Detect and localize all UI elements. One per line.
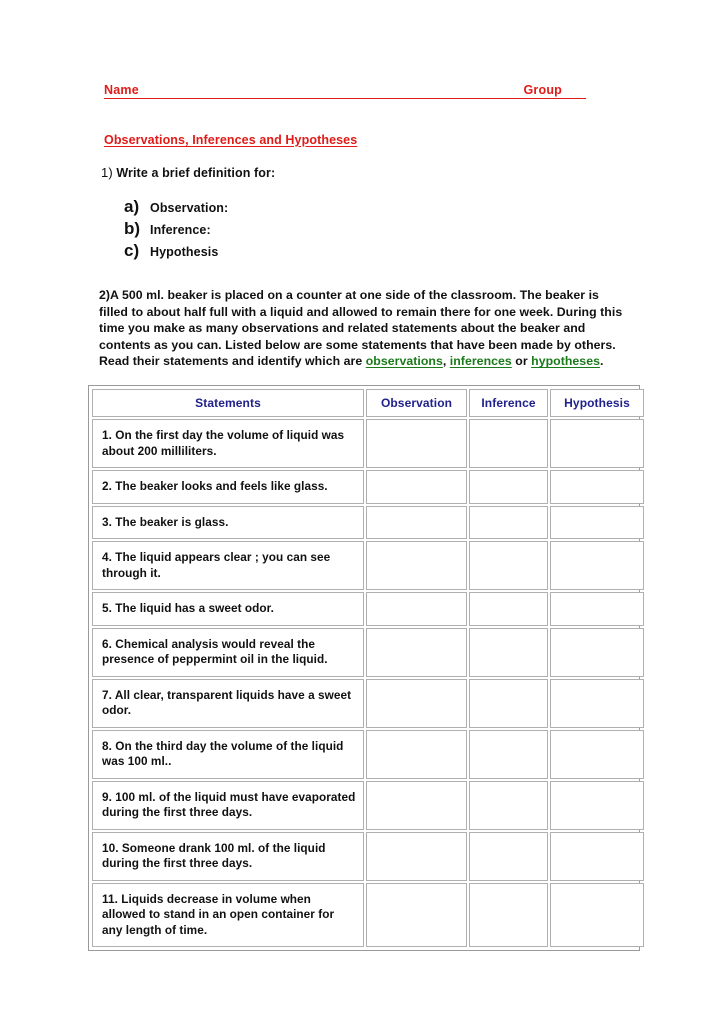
- observation-checkbox-cell[interactable]: [366, 730, 467, 779]
- statement-text: 5. The liquid has a sweet odor.: [92, 592, 364, 626]
- inference-checkbox-cell[interactable]: [469, 781, 548, 830]
- statements-table: [90, 387, 646, 949]
- observation-checkbox-cell[interactable]: [366, 541, 467, 590]
- table-row: [92, 506, 644, 540]
- question-2-period: .: [599, 354, 604, 369]
- inference-checkbox-cell[interactable]: [469, 470, 548, 504]
- table-row: [92, 592, 644, 626]
- definition-label-observation: Observation:: [150, 201, 229, 215]
- observation-checkbox-cell[interactable]: [366, 506, 467, 540]
- observation-checkbox-cell[interactable]: [366, 679, 467, 728]
- statement-text: 11. Liquids decrease in volume when allowed to stand in an open container for any length of time.: [92, 883, 364, 948]
- column-header-statements: Statements: [92, 389, 364, 417]
- inference-checkbox-cell[interactable]: [469, 883, 548, 948]
- inference-checkbox-cell[interactable]: [469, 506, 548, 540]
- observation-checkbox-cell[interactable]: [366, 832, 467, 881]
- table-row: [92, 832, 644, 881]
- observation-checkbox-cell[interactable]: [366, 470, 467, 504]
- hypothesis-checkbox-cell[interactable]: [550, 628, 644, 677]
- hypothesis-checkbox-cell[interactable]: [550, 506, 644, 540]
- column-header-observation: Observation: [366, 389, 467, 417]
- group-label: Group: [523, 83, 562, 97]
- hypothesis-checkbox-cell[interactable]: [550, 832, 644, 881]
- definition-label-hypothesis: Hypothesis: [150, 245, 219, 259]
- definition-item-a: [124, 198, 228, 217]
- question-2-paragraph: [99, 287, 629, 370]
- hypothesis-checkbox-cell[interactable]: [550, 592, 644, 626]
- keyword-separator-1: ,: [442, 354, 450, 369]
- table-row: [92, 730, 644, 779]
- table-row: [92, 541, 644, 590]
- definition-marker-b: b): [124, 219, 141, 238]
- observation-checkbox-cell[interactable]: [366, 419, 467, 468]
- inference-checkbox-cell[interactable]: [469, 730, 548, 779]
- group-blank-rule: [562, 85, 586, 99]
- inference-checkbox-cell[interactable]: [469, 419, 548, 468]
- definition-item-b: [124, 220, 228, 239]
- inference-checkbox-cell[interactable]: [469, 541, 548, 590]
- hypothesis-checkbox-cell[interactable]: [550, 730, 644, 779]
- question-1-text: Write a brief definition for:: [116, 166, 276, 180]
- statements-table-wrapper: [88, 385, 640, 951]
- statement-text: 1. On the first day the volume of liquid was about 200 milliliters.: [92, 419, 364, 468]
- observation-checkbox-cell[interactable]: [366, 592, 467, 626]
- table-row: [92, 679, 644, 728]
- statement-text: 6. Chemical analysis would reveal the presence of peppermint oil in the liquid.: [92, 628, 364, 677]
- statement-text: 4. The liquid appears clear ; you can see through it.: [92, 541, 364, 590]
- name-blank-rule: [139, 85, 524, 99]
- keyword-hypotheses: hypotheses: [531, 354, 600, 369]
- table-row: [92, 883, 644, 948]
- question-1-prompt: [101, 165, 275, 180]
- statement-text: 2. The beaker looks and feels like glass.: [92, 470, 364, 504]
- statement-text: 7. All clear, transparent liquids have a sweet odor.: [92, 679, 364, 728]
- inference-checkbox-cell[interactable]: [469, 832, 548, 881]
- definition-marker-a: a): [124, 197, 140, 216]
- question-1-number: 1): [101, 165, 113, 180]
- keyword-separator-2: or: [511, 354, 532, 369]
- section-heading: Observations, Inferences and Hypotheses: [104, 133, 358, 147]
- inference-checkbox-cell[interactable]: [469, 628, 548, 677]
- hypothesis-checkbox-cell[interactable]: [550, 541, 644, 590]
- hypothesis-checkbox-cell[interactable]: [550, 470, 644, 504]
- observation-checkbox-cell[interactable]: [366, 883, 467, 948]
- keyword-inferences: inferences: [449, 354, 512, 369]
- table-header: [92, 389, 644, 417]
- hypothesis-checkbox-cell[interactable]: [550, 679, 644, 728]
- statement-text: 10. Someone drank 100 ml. of the liquid during the first three days.: [92, 832, 364, 881]
- hypothesis-checkbox-cell[interactable]: [550, 419, 644, 468]
- statement-text: 3. The beaker is glass.: [92, 506, 364, 540]
- table-body: [92, 419, 644, 947]
- hypothesis-checkbox-cell[interactable]: [550, 781, 644, 830]
- observation-checkbox-cell[interactable]: [366, 781, 467, 830]
- name-label: Name: [104, 83, 139, 97]
- statement-text: 8. On the third day the volume of the liquid was 100 ml..: [92, 730, 364, 779]
- column-header-inference: Inference: [469, 389, 548, 417]
- definition-item-c: [124, 242, 228, 261]
- question-2-body: 2)A 500 ml. beaker is placed on a counter at one side of the classroom. The beaker is filled to about half full with a liquid and allowed to remain there for one week. During this time you make as many observations and related statements about the beaker and contents as you can. Listed below are some statements that have been made by others. Read their statements and identify which are: [99, 288, 623, 369]
- table-row: [92, 419, 644, 468]
- name-group-line: [104, 83, 586, 99]
- table-header-row: [92, 389, 644, 417]
- observation-checkbox-cell[interactable]: [366, 628, 467, 677]
- definition-label-inference: Inference:: [150, 223, 211, 237]
- hypothesis-checkbox-cell[interactable]: [550, 883, 644, 948]
- table-row: [92, 628, 644, 677]
- inference-checkbox-cell[interactable]: [469, 592, 548, 626]
- inference-checkbox-cell[interactable]: [469, 679, 548, 728]
- table-row: [92, 470, 644, 504]
- table-row: [92, 781, 644, 830]
- column-header-hypothesis: Hypothesis: [550, 389, 644, 417]
- definition-list: [124, 198, 228, 264]
- definition-marker-c: c): [124, 241, 140, 260]
- statement-text: 9. 100 ml. of the liquid must have evaporated during the first three days.: [92, 781, 364, 830]
- keyword-observations: observations: [365, 354, 443, 369]
